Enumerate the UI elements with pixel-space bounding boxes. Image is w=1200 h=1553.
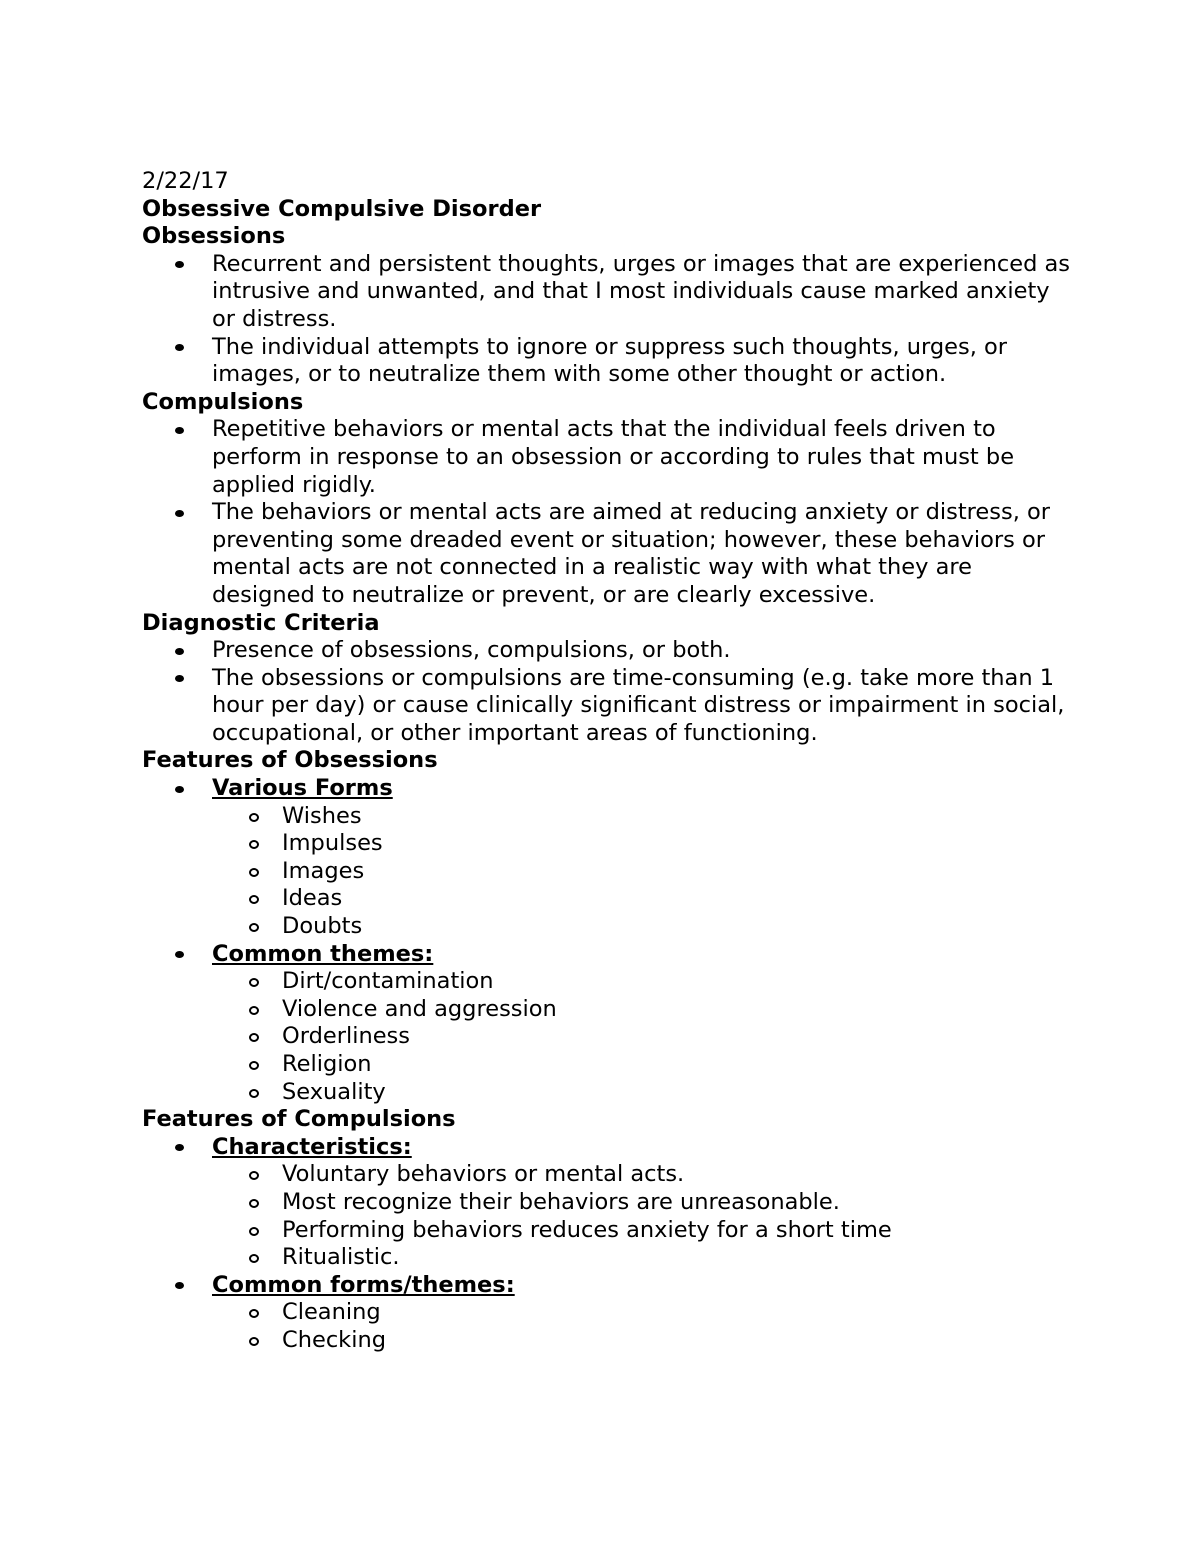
circle-bullet-icon <box>249 1006 259 1015</box>
bullet-icon <box>175 510 184 517</box>
list-item: The behaviors or mental acts are aimed at reducing anxiety or distress, or preventing some dreaded event or situation; however, these behaviors or mental acts are not connected in a realistic way with what they are designed to neutralize or prevent, or are clearly excessive. <box>142 499 1072 609</box>
sub-list-item: Checking <box>212 1327 1072 1355</box>
features-compulsions-list <box>142 1134 1072 1355</box>
sub-list-item: Ideas <box>212 885 1072 913</box>
obsessions-list <box>142 251 1072 389</box>
circle-bullet-icon <box>249 1061 259 1070</box>
date-text: 2/22/17 <box>142 168 229 194</box>
group-label: Characteristics: <box>212 1133 412 1160</box>
list-item: Repetitive behaviors or mental acts that the individual feels driven to perform in response to an obsession or according to rules that must be applied rigidly. <box>142 416 1072 499</box>
sub-list-item: Impulses <box>212 830 1072 858</box>
sub-list <box>212 803 1072 941</box>
bullet-icon <box>175 427 184 434</box>
diagnostic-list <box>142 637 1072 747</box>
sub-list-item: Voluntary behaviors or mental acts. <box>212 1161 1072 1189</box>
circle-bullet-icon <box>249 1337 259 1346</box>
group-label: Various Forms <box>212 775 393 802</box>
list-item <box>142 1272 1072 1355</box>
sub-list-item: Cleaning <box>212 1299 1072 1327</box>
sub-list-item: Religion <box>212 1051 1072 1079</box>
document-page <box>142 168 1072 1355</box>
circle-bullet-icon <box>249 1227 259 1236</box>
section-heading-features-compulsions: Features of Compulsions <box>142 1106 456 1133</box>
sub-list-item: Most recognize their behaviors are unreasonable. <box>212 1189 1072 1217</box>
sub-list <box>212 1161 1072 1271</box>
list-item: Presence of obsessions, compulsions, or both. <box>142 637 1072 665</box>
list-item: Recurrent and persistent thoughts, urges or images that are experienced as intrusive and unwanted, and that I most individuals cause marked anxiety or distress. <box>142 251 1072 334</box>
circle-bullet-icon <box>249 840 259 849</box>
bullet-icon <box>175 675 184 682</box>
sub-list-item: Violence and aggression <box>212 996 1072 1024</box>
section-heading-obsessions: Obsessions <box>142 223 286 250</box>
sub-list-item: Performing behaviors reduces anxiety for a short time <box>212 1217 1072 1245</box>
circle-bullet-icon <box>249 923 259 932</box>
sub-list-item: Orderliness <box>212 1023 1072 1051</box>
list-item: The individual attempts to ignore or suppress such thoughts, urges, or images, or to neutralize them with some other thought or action. <box>142 334 1072 389</box>
sub-list-item: Images <box>212 858 1072 886</box>
compulsions-list <box>142 416 1072 609</box>
section-heading-compulsions: Compulsions <box>142 388 304 415</box>
bullet-icon <box>175 261 184 268</box>
section-heading-diagnostic: Diagnostic Criteria <box>142 609 380 636</box>
list-item <box>142 941 1072 1107</box>
circle-bullet-icon <box>249 895 259 904</box>
sub-list-item: Sexuality <box>212 1079 1072 1107</box>
bullet-icon <box>175 648 184 655</box>
circle-bullet-icon <box>249 978 259 987</box>
circle-bullet-icon <box>249 1171 259 1180</box>
section-heading-features-obsessions: Features of Obsessions <box>142 747 438 774</box>
group-label: Common themes: <box>212 940 434 967</box>
document-title: Obsessive Compulsive Disorder <box>142 195 542 222</box>
circle-bullet-icon <box>249 1199 259 1208</box>
bullet-icon <box>175 786 184 793</box>
sub-list-item: Ritualistic. <box>212 1244 1072 1272</box>
sub-list-item: Dirt/contamination <box>212 968 1072 996</box>
bullet-icon <box>175 1282 184 1289</box>
circle-bullet-icon <box>249 868 259 877</box>
circle-bullet-icon <box>249 1309 259 1318</box>
sub-list <box>212 1299 1072 1354</box>
bullet-icon <box>175 1144 184 1151</box>
list-item <box>142 1134 1072 1272</box>
group-label: Common forms/themes: <box>212 1271 515 1298</box>
circle-bullet-icon <box>249 813 259 822</box>
list-item: The obsessions or compulsions are time-consuming (e.g. take more than 1 hour per day) or cause clinically significant distress or impairment in social, occupational, or other important areas of functioning. <box>142 665 1072 748</box>
circle-bullet-icon <box>249 1033 259 1042</box>
list-item <box>142 775 1072 941</box>
sub-list-item: Doubts <box>212 913 1072 941</box>
bullet-icon <box>175 951 184 958</box>
features-obsessions-list <box>142 775 1072 1106</box>
bullet-icon <box>175 344 184 351</box>
sub-list-item: Wishes <box>212 803 1072 831</box>
circle-bullet-icon <box>249 1254 259 1263</box>
sub-list <box>212 968 1072 1106</box>
circle-bullet-icon <box>249 1089 259 1098</box>
